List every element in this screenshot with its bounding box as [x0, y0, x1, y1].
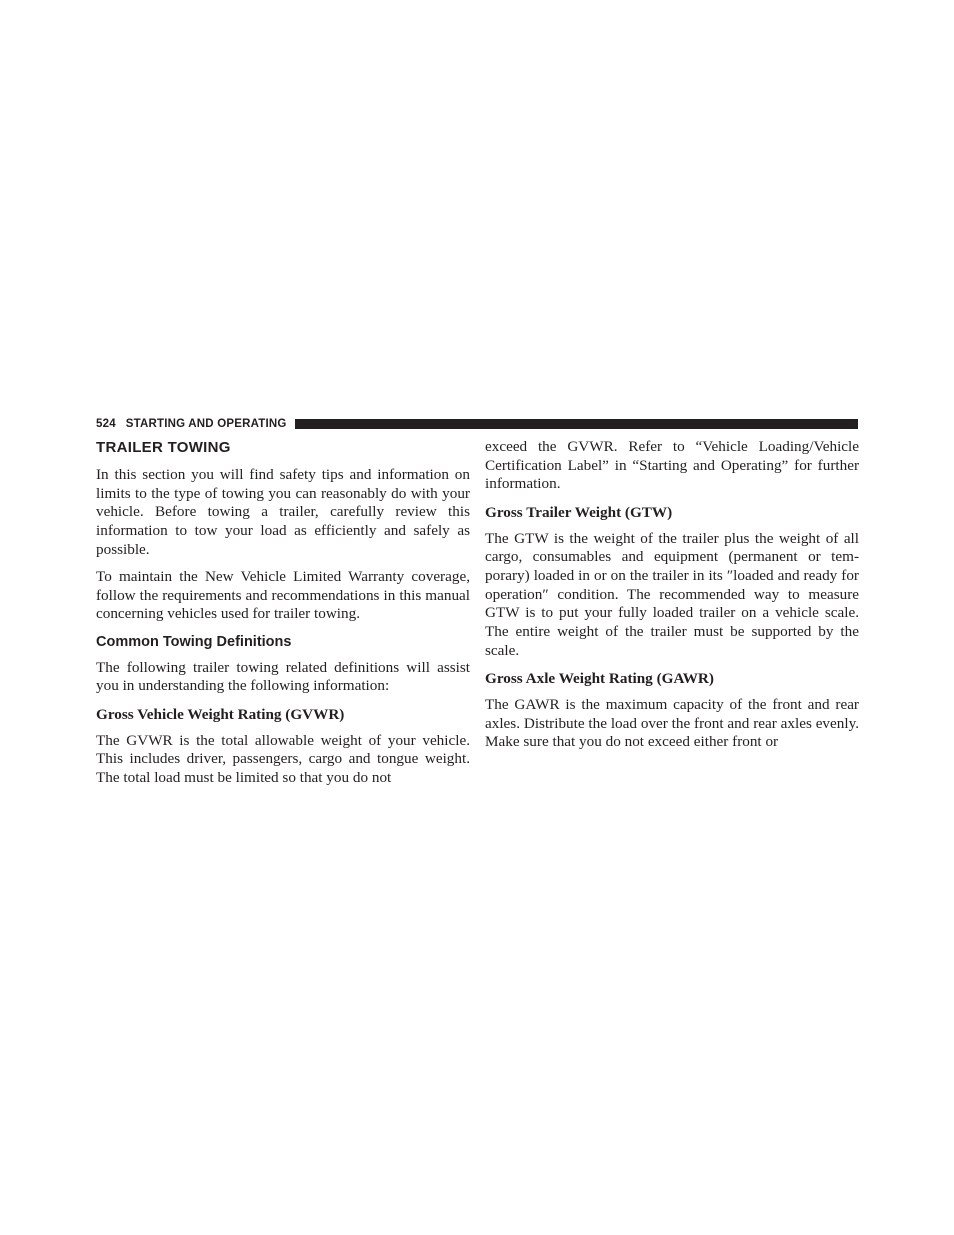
right-column: [485, 438, 859, 761]
subsection-title: Common Towing Definitions: [96, 633, 292, 650]
gvwr-paragraph-continued: exceed the GVWR. Refer to “Vehicle Loading/Vehicle Certification Label” in “Starting and Operating” for further information.: [485, 438, 859, 493]
left-column: [96, 438, 470, 796]
section-title: TRAILER TOWING: [96, 439, 231, 456]
gvwr-heading: Gross Vehicle Weight Rating (GVWR): [96, 705, 345, 723]
page-header: [96, 416, 858, 432]
gawr-heading: Gross Axle Weight Rating (GAWR): [485, 670, 714, 688]
gawr-paragraph: The GAWR is the maximum capacity of the front and rear axles. Distribute the load over the front and rear axles evenly. Make sure that you do not exceed either front or: [485, 696, 859, 751]
intro-paragraph-1: In this section you will find safety tips and information on limits to the type of towing you can reasonably do with your vehicle. Before towing a trailer, carefully review this information to tow your load as efficiently and safely as possible.: [96, 466, 470, 558]
page-number: 524: [96, 418, 116, 430]
intro-paragraph-2: To maintain the New Vehicle Limited Warranty coverage, follow the requirements and recommendations in this manual concerning vehicles used for trailer towing.: [96, 568, 470, 623]
gvwr-paragraph: The GVWR is the total allowable weight of your vehicle. This includes driver, passengers, cargo and tongue weight. The total load must be limited so that you do not: [96, 731, 470, 786]
subsection-intro: The following trailer towing related definitions will assist you in understanding the following information:: [96, 658, 470, 695]
section-name: STARTING AND OPERATING: [125, 418, 287, 430]
gtw-paragraph: The GTW is the weight of the trailer plus the weight of all cargo, consumables and equipment (permanent or tem- porary) loaded in or on the trailer in its ″loaded and ready for operation″ condition. The recommended way to measure GTW is to put your fully loaded trailer on a vehicle scale. The entire weight of the trailer must be supported by the scale.: [485, 529, 859, 659]
header-rule-bar: [295, 419, 858, 429]
gtw-heading: Gross Trailer Weight (GTW): [485, 503, 673, 521]
